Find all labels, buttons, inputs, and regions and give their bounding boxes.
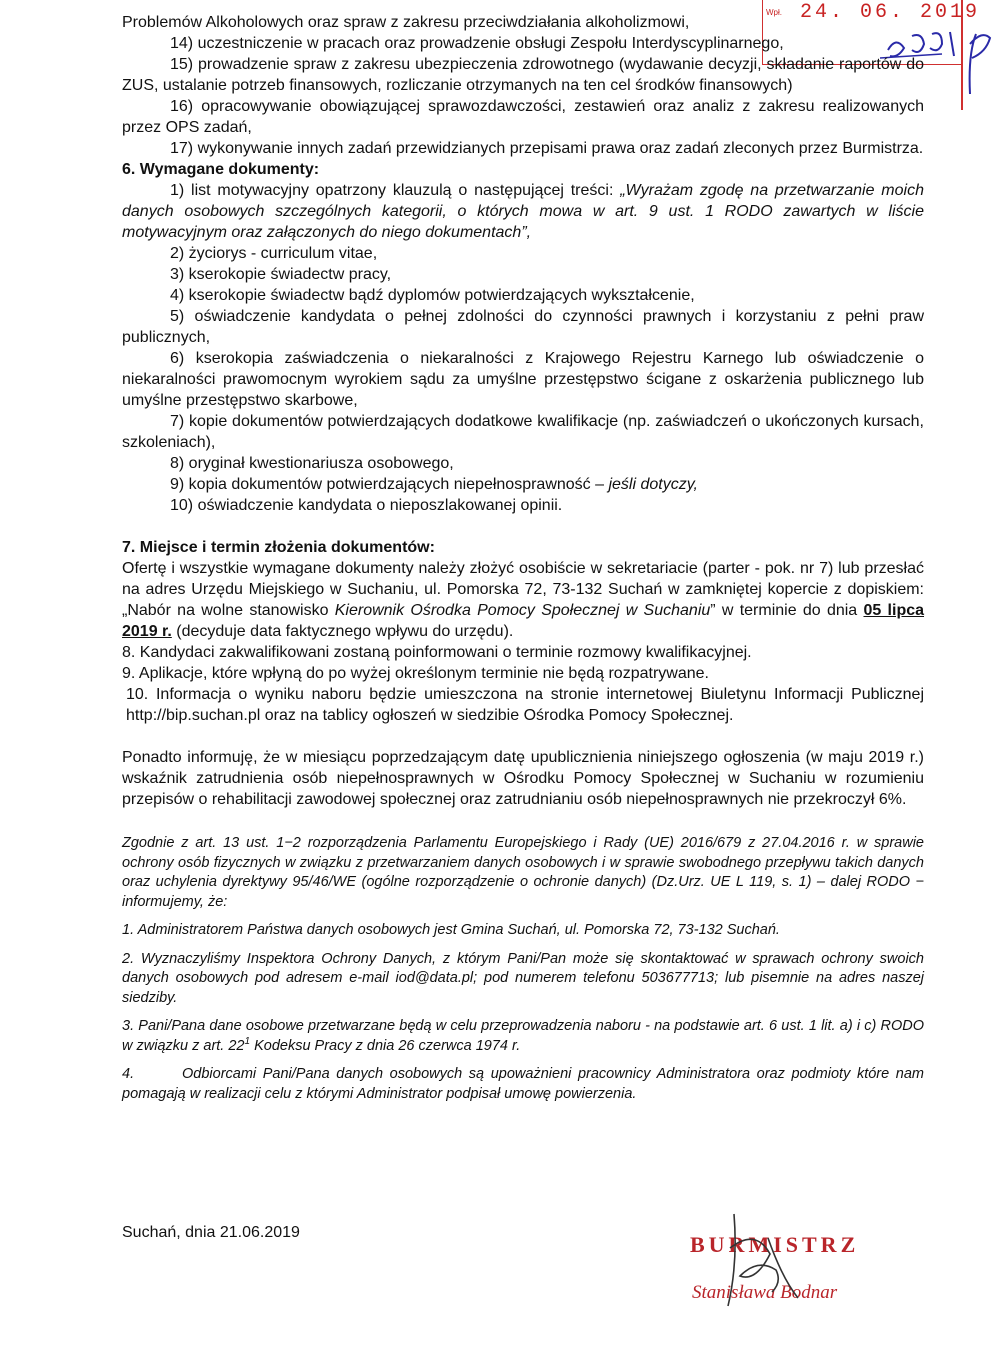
section-7-text-c: (decyduje data faktycznego wpływu do urzędu). bbox=[171, 623, 514, 640]
doc-item-6: 6) kserokopia zaświadczenia o niekaralności z Krajowego Rejestru Karnego lub oświadczenie o niekaralności prawomocnym wyrokiem sądu za umyślne przestępstwo ścigane z oskarżenia publicznego lub umyślne przestępstwo skarbowe, bbox=[122, 350, 924, 409]
point-9: 9. Aplikacje, które wpłyną do po wyżej określonym terminie nie będą rozpatrywane. bbox=[122, 665, 709, 682]
doc-item-2: 2) życiorys - curriculum vitae, bbox=[170, 245, 378, 262]
employment-note: Ponadto informuję, że w miesiącu poprzedzającym datę upublicznienia niniejszego ogłoszenia (w maju 2019 r.) wskaźnik zatrudnienia osób niepełnosprawnych w Ośrodku Pomocy Społecznej w Suchaniu w rozumieniu przepisów o rehabilitacji zawodowej społecznej oraz zatrudnianiu osób niepełnosprawnych nie przekroczył 6%. bbox=[122, 749, 924, 808]
rodo-point-1: 1. Administratorem Państwa danych osobowych jest Gmina Suchań, ul. Pomorska 72, 73-132 Suchań. bbox=[122, 922, 780, 938]
section-7-text-b: ” w terminie do dnia bbox=[710, 602, 864, 619]
section-7-deadline: 05 lipca 2019 r. bbox=[122, 602, 925, 640]
signature-title: BURMISTRZ bbox=[690, 1232, 860, 1257]
doc-item-9-note: jeśli dotyczy, bbox=[608, 476, 698, 493]
rodo-point-2: 2. Wyznaczyliśmy Inspektora Ochrony Danych, z którym Pani/Pan może się skontaktować w sprawach ochrony swoich danych osobowych pod adresem e-mail iod@data.pl; pod numerem telefonu 503677713; lub pisemnie na adres naszej siedziby. bbox=[122, 950, 924, 1006]
document-body bbox=[122, 12, 924, 1104]
rodo-point-4 bbox=[122, 1065, 924, 1104]
section-6-heading: 6. Wymagane dokumenty: bbox=[122, 161, 320, 178]
stamp-date: 24. 06. 2019 bbox=[800, 1, 981, 24]
rodo-point-4-text: Odbiorcami Pani/Pana danych osobowych są upoważnieni pracownicy Administratora oraz podmioty które nam pomagają w realizacji celu z którymi Administrator podpisał umowę powierzenia. bbox=[122, 1066, 924, 1102]
rodo-intro: Zgodnie z art. 13 ust. 1−2 rozporządzenia Parlamentu Europejskiego i Rady (UE) 2016/679 z 27.04.2016 r. w sprawie ochrony osób fizycznych w związku z przetwarzaniem danych osobowych i w sprawie swobodnego przepływu takich danych oraz uchylenia dyrektywy 95/46/WE (ogólne rozporządzenie o ochronie danych) (Dz.Urz. UE L 119, s. 1) – dalej RODO − informujemy, że: bbox=[122, 835, 924, 910]
point-8: 8. Kandydaci zakwalifikowani zostaną poinformowani o terminie rozmowy kwalifikacyjnej. bbox=[122, 644, 752, 661]
doc-item-8: 8) oryginał kwestionariusza osobowego, bbox=[170, 455, 454, 472]
section-7-position-name: Kierownik Ośrodka Pomocy Społecznej w Suchaniu bbox=[334, 602, 711, 619]
section-7-text-a: Ofertę i wszystkie wymagane dokumenty należy złożyć osobiście w sekretariacie (parter - pok. nr 7) lub przesłać na adres Urzędu Miejskiego w Suchaniu, ul. Pomorska 72, 73-132 Suchań w zamkniętej kopercie z dopiskiem: „Nabór na wolne stanowisko bbox=[122, 560, 924, 619]
rodo-clause bbox=[122, 834, 924, 1104]
doc-item-9-text: 9) kopia dokumentów potwierdzających niepełnosprawność – bbox=[170, 476, 609, 493]
duty-item-15: 15) prowadzenie spraw z zakresu ubezpieczenia zdrowotnego (wydawanie decyzji, składanie raportów do ZUS, ustalanie potrzeb finansowych, rozliczanie otrzymanych na ten cel środków finansowych) bbox=[122, 56, 924, 94]
place-and-date: Suchań, dnia 21.06.2019 bbox=[122, 1224, 300, 1241]
handwritten-signature bbox=[690, 1208, 930, 1318]
rodo-point-4-number: 4. bbox=[122, 1066, 135, 1082]
duty-item-16: 16) opracowywanie obowiązującej sprawozdawczości, zestawień oraz analiz z zakresu realizowanych przez OPS zadań, bbox=[122, 98, 924, 136]
rodo-point-3-text-b: Kodeksu Pracy z dnia 26 czerwca 1974 r. bbox=[250, 1037, 521, 1054]
duty-item-14: 14) uczestniczenie w pracach oraz prowadzenie obsługi Zespołu Interdyscyplinarnego, bbox=[170, 35, 784, 52]
doc-item-5: 5) oświadczenie kandydata o pełnej zdolności do czynności prawnych i korzystaniu z pełni praw publicznych, bbox=[122, 308, 924, 346]
doc-item-1 bbox=[122, 180, 924, 243]
duty-item-17: 17) wykonywanie innych zadań przewidzianych przepisami prawa oraz zadań zleconych przez Burmistrza. bbox=[170, 140, 924, 157]
signature-block bbox=[690, 1208, 930, 1318]
doc-item-7: 7) kopie dokumentów potwierdzających dodatkowe kwalifikacje (np. zaświadczeń o ukończonych kursach, szkoleniach), bbox=[122, 413, 924, 451]
doc-item-1-text: 1) list motywacyjny opatrzony klauzulą o następującej treści: bbox=[170, 182, 621, 199]
doc-item-4: 4) kserokopie świadectw bądź dyplomów potwierdzających wykształcenie, bbox=[170, 287, 695, 304]
stamp-label: Wpł. bbox=[766, 8, 782, 17]
doc-item-3: 3) kserokopie świadectw pracy, bbox=[170, 266, 392, 283]
doc-item-1-quote: „Wyrażam zgodę na przetwarzanie moich danych osobowych szczególnych kategorii, o których mowa w art. 9 ust. 1 RODO zawartych w liście motywacyjnym oraz załączonych do niego dokumentach”, bbox=[122, 182, 924, 241]
section-7-heading: 7. Miejsce i termin złożenia dokumentów: bbox=[122, 539, 435, 556]
doc-item-9 bbox=[122, 474, 924, 495]
duty-line-continued: Problemów Alkoholowych oraz spraw z zakresu przeciwdziałania alkoholizmowi, bbox=[122, 14, 690, 31]
rodo-point-3-superscript: 1 bbox=[244, 1035, 251, 1047]
point-10: 10. Informacja o wyniku naboru będzie umieszczona na stronie internetowej Biuletynu Informacji Publicznej http://bip.suchan.pl oraz na tablicy ogłoszeń w siedzibie Ośrodka Pomocy Społecznej. bbox=[126, 686, 924, 724]
rodo-point-3 bbox=[122, 1017, 924, 1056]
section-7-paragraph bbox=[122, 558, 924, 642]
rodo-point-3-text-a: 3. Pani/Pana dane osobowe przetwarzane będą w celu przeprowadzenia naboru - na podstawie art. 6 ust. 1 lit. a) i c) RODO w związku z art. 22 bbox=[122, 1018, 924, 1054]
doc-item-10: 10) oświadczenie kandydata o nieposzlakowanej opinii. bbox=[170, 497, 563, 514]
signature-name: Stanisława Bodnar bbox=[692, 1282, 838, 1303]
